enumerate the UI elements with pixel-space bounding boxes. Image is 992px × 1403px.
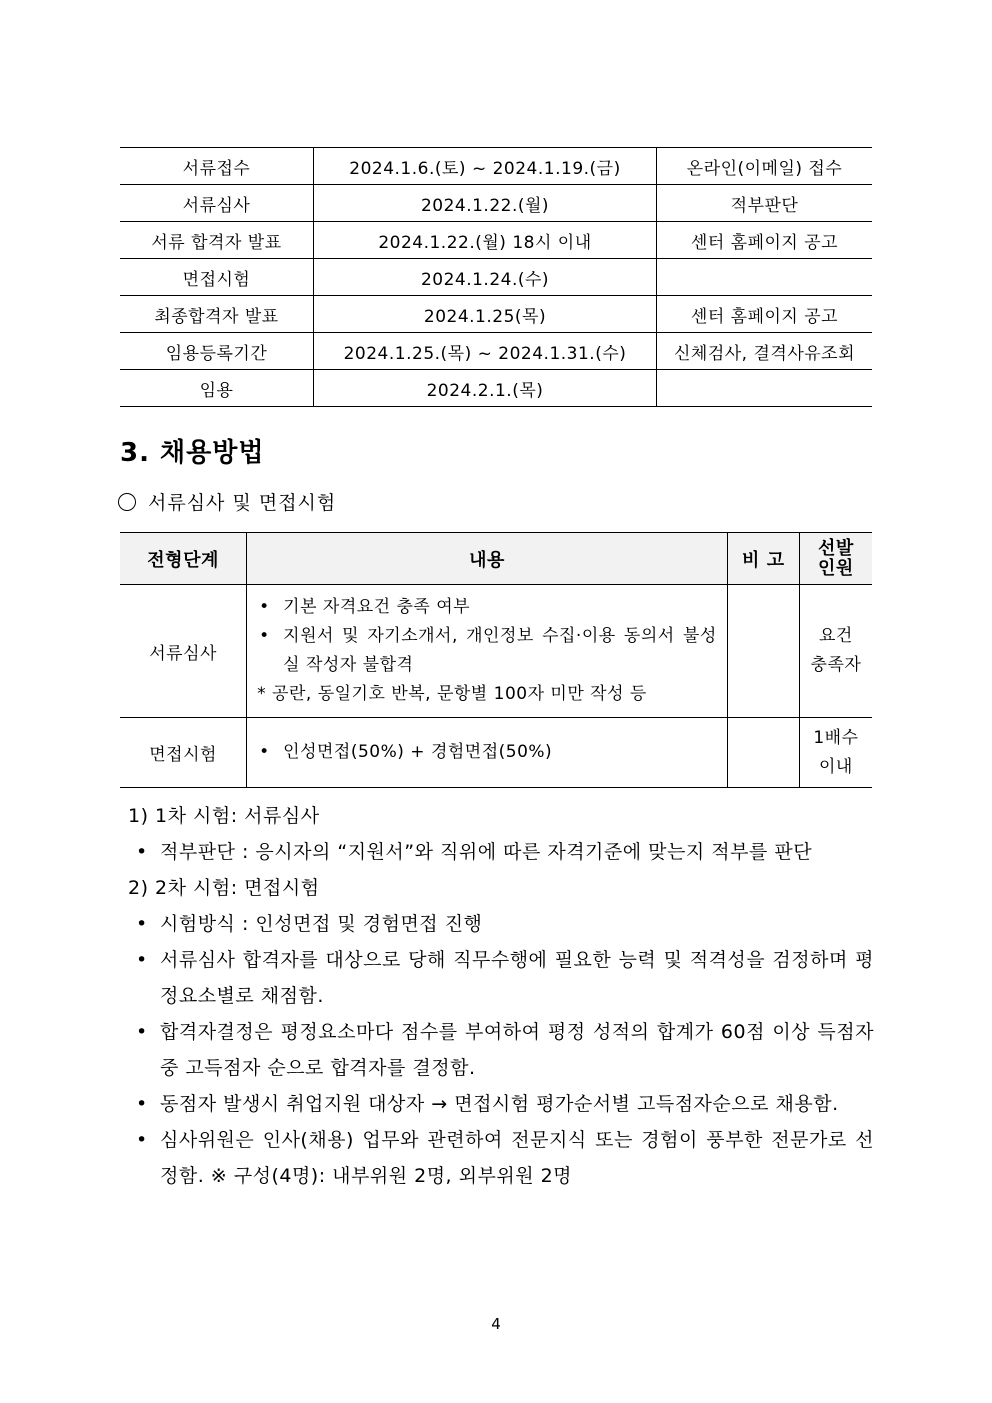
bullet-icon: • [136, 1129, 148, 1151]
schedule-date: 2024.1.22.(월) 18시 이내 [314, 222, 657, 259]
table-row [120, 370, 872, 407]
list-item [255, 622, 717, 680]
header-count-line2: 인원 [818, 557, 854, 579]
step2-bullet-5: 심사위원은 인사(채용) 업무와 관련하여 전문지식 또는 경험이 풍부한 전문가로 선정함. ※ 구성(4명): 내부위원 2명, 외부위원 2명 [160, 1129, 874, 1187]
interview-count-line2: 이내 [819, 756, 853, 777]
interview-stage: 면접시험 [120, 718, 247, 788]
table-row [120, 585, 872, 718]
schedule-note [657, 259, 873, 296]
section-title: 3. 채용방법 [120, 438, 265, 468]
circle-bullet-icon [118, 493, 136, 511]
header-remark: 비 고 [727, 533, 799, 585]
schedule-note: 신체검사, 결격사유조회 [657, 333, 873, 370]
schedule-stage: 서류 합격자 발표 [120, 222, 314, 259]
list-item [255, 738, 717, 767]
schedule-date: 2024.1.25.(목) ~ 2024.1.31.(수) [314, 333, 657, 370]
schedule-date: 2024.1.24.(수) [314, 259, 657, 296]
sub-title [118, 488, 336, 515]
bullet-icon: • [136, 1021, 148, 1043]
schedule-date: 2024.2.1.(목) [314, 370, 657, 407]
schedule-stage: 서류접수 [120, 148, 314, 185]
table-row [120, 259, 872, 296]
schedule-stage: 최종합격자 발표 [120, 296, 314, 333]
list-item [128, 834, 874, 870]
header-stage: 전형단계 [120, 533, 247, 585]
schedule-note: 센터 홈페이지 공고 [657, 296, 873, 333]
list-item [128, 942, 874, 1014]
interview-remark [727, 718, 799, 788]
schedule-table [120, 147, 872, 407]
bullet-icon: • [136, 949, 148, 971]
table-row [120, 222, 872, 259]
table-row [120, 296, 872, 333]
list-item [128, 1014, 874, 1086]
header-content: 내용 [247, 533, 728, 585]
header-count-line1: 선발 [818, 537, 854, 559]
schedule-stage: 임용 [120, 370, 314, 407]
bullet-icon: • [136, 1093, 148, 1115]
doc-remark [727, 585, 799, 718]
list-item [255, 593, 717, 622]
table-header-row [120, 533, 872, 585]
table-row [120, 148, 872, 185]
doc-count [799, 585, 872, 718]
schedule-date: 2024.1.25(목) [314, 296, 657, 333]
step1-bullet-1: 적부판단 : 응시자의 “지원서”와 직위에 따른 자격기준에 맞는지 적부를 판단 [160, 841, 813, 863]
interview-count [799, 718, 872, 788]
bullet-icon: • [259, 597, 270, 617]
header-count [799, 533, 872, 585]
doc-bullet-1: 기본 자격요건 충족 여부 [283, 597, 471, 617]
table-row [120, 718, 872, 788]
step-1-heading: 1) 1차 시험: 서류심사 [128, 805, 320, 827]
bullet-icon: • [259, 742, 270, 762]
bullet-icon: • [136, 841, 148, 863]
list-item [128, 1086, 874, 1122]
page-number: 4 [491, 1315, 501, 1333]
schedule-note: 온라인(이메일) 접수 [657, 148, 873, 185]
doc-stage: 서류심사 [120, 585, 247, 718]
list-item [128, 1122, 874, 1194]
doc-count-line2: 충족자 [810, 655, 862, 675]
interview-content [247, 718, 728, 788]
schedule-stage: 임용등록기간 [120, 333, 314, 370]
table-row [120, 185, 872, 222]
schedule-date: 2024.1.22.(월) [314, 185, 657, 222]
schedule-note [657, 370, 873, 407]
doc-bullet-2: 지원서 및 자기소개서, 개인정보 수집·이용 동의서 불성실 작성자 불합격 [283, 626, 717, 675]
schedule-note: 센터 홈페이지 공고 [657, 222, 873, 259]
bullet-icon: • [259, 626, 270, 646]
step2-bullet-1: 시험방식 : 인성면접 및 경험면접 진행 [160, 913, 483, 935]
step2-bullet-2: 서류심사 합격자를 대상으로 당해 직무수행에 필요한 능력 및 적격성을 검정하며 평정요소별로 채점함. [160, 949, 874, 1007]
doc-content [247, 585, 728, 718]
list-item [128, 906, 874, 942]
step2-bullet-3: 합격자결정은 평정요소마다 점수를 부여하여 평정 성적의 합계가 60점 이상 득점자 중 고득점자 순으로 합격자를 결정함. [160, 1021, 874, 1079]
method-list [128, 798, 874, 1194]
schedule-note: 적부판단 [657, 185, 873, 222]
interview-count-line1: 1배수 [813, 727, 859, 748]
doc-note: * 공란, 동일기호 반복, 문항별 100자 미만 작성 등 [257, 684, 647, 704]
schedule-date: 2024.1.6.(토) ~ 2024.1.19.(금) [314, 148, 657, 185]
doc-count-line1: 요건 [819, 626, 853, 646]
interview-bullet-1: 인성면접(50%) + 경험면접(50%) [283, 742, 553, 762]
schedule-stage: 서류심사 [120, 185, 314, 222]
schedule-stage: 면접시험 [120, 259, 314, 296]
sub-title-text: 서류심사 및 면접시험 [148, 492, 337, 514]
table-row [120, 333, 872, 370]
bullet-icon: • [136, 913, 148, 935]
step-2-heading: 2) 2차 시험: 면접시험 [128, 877, 320, 899]
selection-table [120, 532, 872, 788]
step2-bullet-4: 동점자 발생시 취업지원 대상자 → 면접시험 평가순서별 고득점자순으로 채용함. [160, 1093, 839, 1115]
